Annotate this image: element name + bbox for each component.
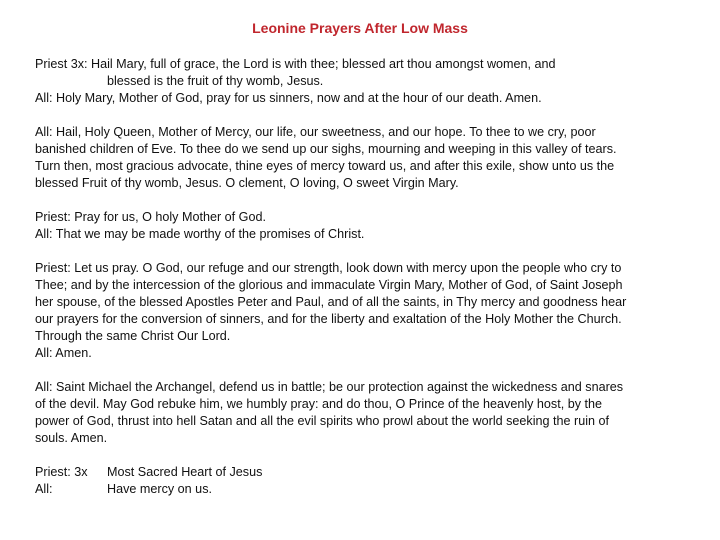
text-line: All: Amen.: [35, 346, 92, 360]
saint-michael-paragraph: [35, 379, 705, 447]
text-line: souls. Amen.: [35, 431, 108, 445]
text-line: of the devil. May God rebuke him, we humbly pray: and do thou, O Prince of the heavenly host, by the: [35, 397, 603, 411]
page-title: Leonine Prayers After Low Mass: [252, 20, 468, 36]
response-text: Have mercy on us.: [107, 482, 212, 496]
text-line: Priest: Pray for us, O holy Mother of God.: [35, 210, 266, 224]
text-line: Priest 3x: Hail Mary, full of grace, the Lord is with thee; blessed art thou amongst women, and: [35, 57, 556, 71]
text-line: All: Saint Michael the Archangel, defend us in battle; be our protection against the wickedness and snares: [35, 380, 624, 394]
hail-holy-queen-paragraph: [35, 124, 705, 192]
text-line: blessed Fruit of thy womb, Jesus. O clement, O loving, O sweet Virgin Mary.: [35, 176, 459, 190]
text-line: Priest: Let us pray. O God, our refuge and our strength, look down with mercy upon the people who cry to: [35, 261, 622, 275]
text-line: Through the same Christ Our Lord.: [35, 329, 231, 343]
hail-mary-paragraph: [35, 56, 705, 107]
text-line: Turn then, most gracious advocate, thine eyes of mercy toward us, and after this exile, show unto us the: [35, 159, 615, 173]
text-line: All: That we may be made worthy of the promises of Christ.: [35, 227, 365, 241]
text-line: power of God, thrust into hell Satan and all the evil spirits who prowl about the world seeking the ruin of: [35, 414, 610, 428]
sacred-heart-paragraph: [35, 464, 705, 498]
prayer-body: [35, 56, 705, 515]
priest-row: [35, 464, 705, 481]
text-line: banished children of Eve. To thee do we send up our sighs, mourning and weeping in this valley of tears.: [35, 142, 617, 156]
text-line: Thee; and by the intercession of the glorious and immaculate Virgin Mary, Mother of God, of Saint Joseph: [35, 278, 623, 292]
versicle-paragraph: [35, 209, 705, 243]
let-us-pray-paragraph: [35, 260, 705, 362]
text-line: All: Hail, Holy Queen, Mother of Mercy, our life, our sweetness, and our hope. To thee to we cry, poor: [35, 125, 596, 139]
response-text: Most Sacred Heart of Jesus: [107, 465, 263, 479]
text-line-indented: blessed is the fruit of thy womb, Jesus.: [107, 74, 324, 88]
text-line: her spouse, of the blessed Apostles Peter and Paul, and of all the saints, in Thy mercy and goodness hear: [35, 295, 627, 309]
speaker-label: Priest: 3x: [35, 465, 88, 479]
speaker-label: All:: [35, 482, 53, 496]
text-line: our prayers for the conversion of sinners, and for the liberty and exaltation of the Holy Mother the Church.: [35, 312, 622, 326]
all-row: [35, 481, 705, 498]
text-line: All: Holy Mary, Mother of God, pray for us sinners, now and at the hour of our death. Amen.: [35, 91, 542, 105]
